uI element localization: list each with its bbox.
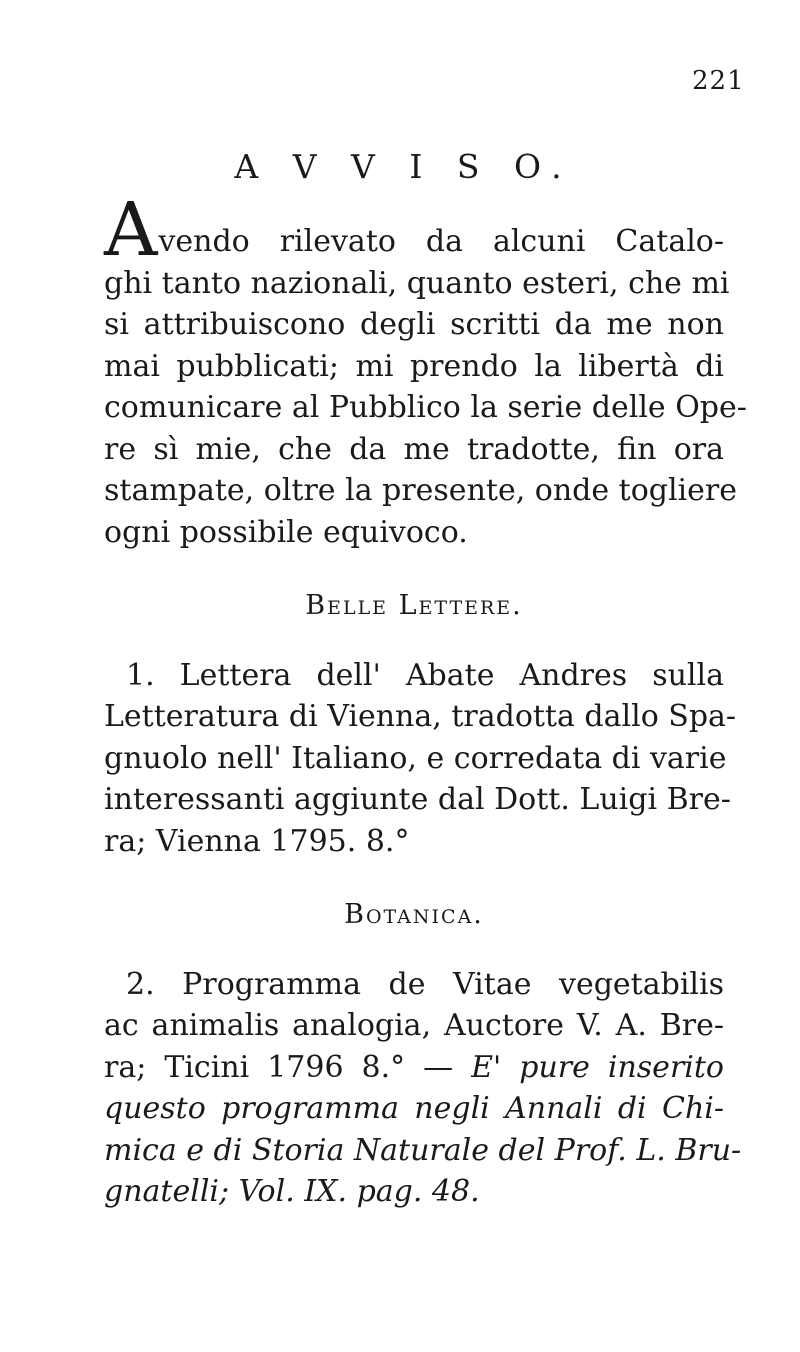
- section-heading-botanica: Botanica.: [344, 899, 484, 930]
- intro-paragraph: [104, 187, 747, 553]
- intro-line: si attribuiscono degli scritti da me non: [104, 307, 724, 342]
- entry-line: gnuolo nell' Italiano, e corredata di varie: [104, 740, 727, 776]
- entry-line: Letteratura di Vienna, tradotta dallo Spa-: [104, 699, 737, 734]
- intro-line: stampate, oltre la presente, onde togliere: [104, 473, 738, 508]
- entry-line: interessanti aggiunte dal Dott. Luigi Bre-: [104, 782, 731, 817]
- notice-title: A V V I S O.: [234, 147, 574, 186]
- entry-line: ac animalis analogia, Auctore V. A. Bre-: [104, 1008, 724, 1043]
- entry-line: 2. Programma de Vitae vegetabilis: [126, 966, 724, 1002]
- entry-line-italic: mica e di Storia Naturale del Prof. L. Bru-: [104, 1132, 742, 1168]
- entry-line-italic: questo programma negli Annali di Chi-: [104, 1091, 724, 1126]
- intro-line: re sì mie, che da me tradotte, fin ora: [104, 431, 724, 467]
- intro-line: ghi tanto nazionali, quanto esteri, che mi: [104, 265, 730, 301]
- entry-line: ra; Vienna 1795. 8.°: [104, 823, 410, 859]
- section-heading-belle-lettere: Belle Lettere.: [305, 590, 523, 621]
- intro-line: Avendo rilevato da alcuni Catalo-: [104, 187, 724, 273]
- intro-line: mai pubblicati; mi prendo la libertà di: [104, 348, 724, 384]
- intro-line: ogni possibile equivoco.: [104, 514, 468, 550]
- entry-line: ra; Ticini 1796 8.° — E' pure inserito: [104, 1049, 724, 1085]
- intro-line: comunicare al Pubblico la serie delle Ope-: [104, 390, 747, 425]
- entry-1: [104, 655, 737, 863]
- entry-2: [104, 964, 742, 1213]
- page-number: 221: [692, 66, 745, 96]
- entry-line: 1. Lettera dell' Abate Andres sulla: [126, 657, 724, 693]
- page-body: [104, 187, 747, 1213]
- entry-line-italic: gnatelli; Vol. IX. pag. 48.: [104, 1174, 480, 1209]
- drop-cap: A: [104, 187, 158, 273]
